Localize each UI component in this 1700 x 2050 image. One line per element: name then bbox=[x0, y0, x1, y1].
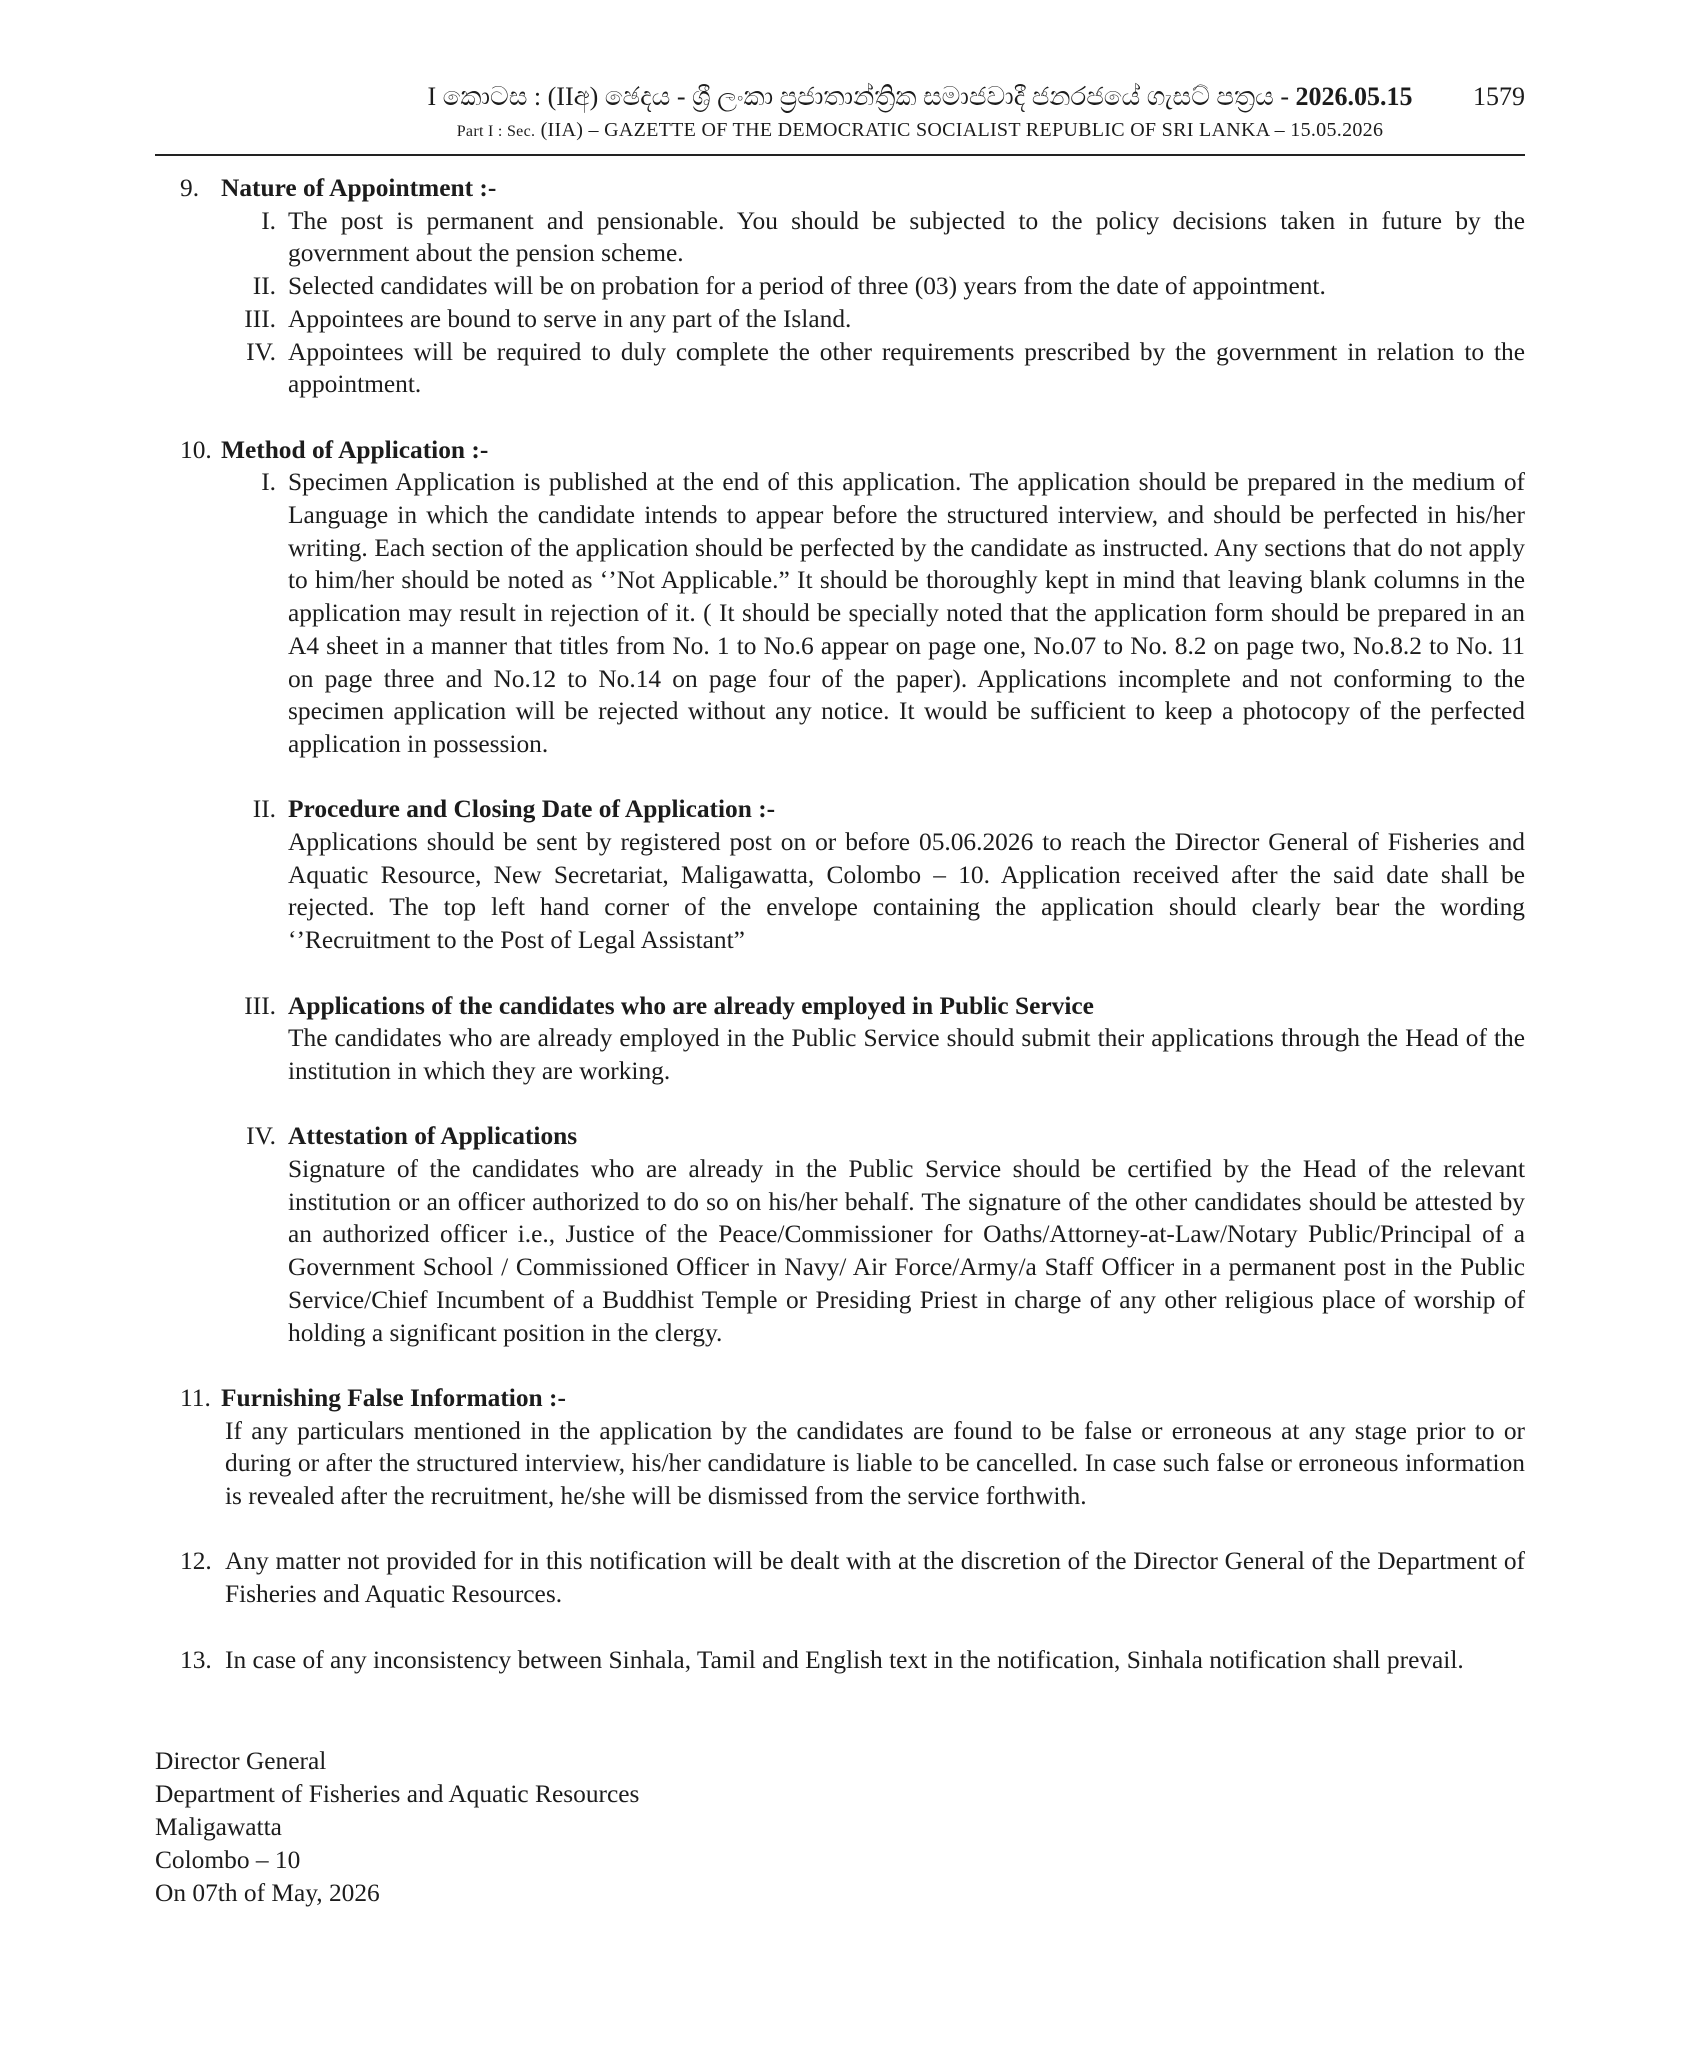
section-text: In case of any inconsistency between Sinhala, Tamil and English text in the notification, Sinhala notification shall prevail. bbox=[225, 1645, 1464, 1674]
header-sinhala-text: I කොටස : (IIඅ) ඡෙදය - ශ්‍රී ලංකා ප්‍රජාතාන්ත්‍රික සමාජවාදී ජනරජයේ ගැසට් පත්‍රය - bbox=[427, 82, 1296, 111]
item-roman: III. bbox=[244, 991, 276, 1020]
list-item bbox=[155, 793, 1525, 957]
header-english-line bbox=[310, 116, 1530, 146]
section-number: 12. bbox=[180, 1547, 212, 1576]
item-roman: IV. bbox=[246, 1122, 276, 1151]
section-text: If any particulars mentioned in the application by the candidates are found to be false or erroneous at any stage prior to or during or after the structured interview, his/her candidature is liable to be cancelled. In case such false or erroneous information is revealed after the recruitment, he/she will be dismissed from the service forthwith. bbox=[225, 1416, 1525, 1511]
section-number: 10. bbox=[180, 435, 212, 464]
signature-department: Department of Fisheries and Aquatic Resources bbox=[155, 1780, 640, 1808]
item-text: Selected candidates will be on probation for a period of three (03) years from the date of appointment. bbox=[288, 272, 1326, 301]
item-roman: III. bbox=[244, 304, 276, 333]
section-9 bbox=[155, 172, 1525, 205]
item-text: Appointees will be required to duly complete the other requirements prescribed by the government in relation to the appointment. bbox=[288, 337, 1525, 399]
header-part-label: Part I : Sec. bbox=[456, 123, 536, 140]
item-roman: IV. bbox=[246, 337, 276, 366]
item-title: Procedure and Closing Date of Application :- bbox=[288, 795, 776, 824]
item-text: Specimen Application is published at the end of this application. The application should be prepared in the medium of Language in which the candidate intends to appear before the structured interview, and should be perfected in his/her writing. Each section of the application should be perfected by the candidate as instructed. Any sections that do not apply to him/her should be noted as ‘’Not Applicable.” It should be thoroughly kept in mind that leaving blank columns in the application may result in rejection of it. ( It should be specially noted that the application form should be prepared in an A4 sheet in a manner that titles from No. 1 to No.6 appear on page one, No.07 to No. 8.2 on page two, No.8.2 to No. 11 on page three and No.12 to No.14 on page four of the paper). Applications incomplete and not conforming to the specimen application will be rejected without any notice. It would be sufficient to keep a photocopy of the perfected application in possession. bbox=[288, 468, 1525, 758]
section-11 bbox=[155, 1382, 1525, 1513]
section-title: Furnishing False Information :- bbox=[221, 1383, 566, 1412]
list-item bbox=[155, 270, 1525, 303]
header-sinhala-date: 2026.05.15 bbox=[1295, 82, 1413, 111]
section-number: 9. bbox=[180, 174, 200, 202]
item-title: Attestation of Applications bbox=[288, 1122, 578, 1151]
item-roman: I. bbox=[261, 206, 276, 235]
signature-location: Maligawatta bbox=[155, 1813, 282, 1841]
section-13 bbox=[155, 1644, 1525, 1677]
item-roman: II. bbox=[252, 272, 276, 301]
item-text: The candidates who are already employed in the Public Service should submit their applications through the Head of the institution in which they are working. bbox=[288, 1024, 1525, 1085]
signature-city: Colombo – 10 bbox=[155, 1846, 301, 1874]
list-item bbox=[155, 336, 1525, 401]
section-number: 11. bbox=[180, 1383, 211, 1412]
section-text: Any matter not provided for in this notification will be dealt with at the discretion of the Director General of the Department of Fisheries and Aquatic Resources. bbox=[225, 1547, 1525, 1609]
list-item bbox=[155, 466, 1525, 760]
item-text: Applications should be sent by registered post on or before 05.06.2026 to reach the Director General of Fisheries and Aquatic Resource, New Secretariat, Maligawatta, Colombo – 10. Application received after the said date shall be rejected. The top left hand corner of the envelope containing the application should clearly bear the wording ‘’Recruitment to the Post of Legal Assistant” bbox=[288, 828, 1525, 955]
item-text: Appointees are bound to serve in any part of the Island. bbox=[288, 304, 852, 333]
section-10 bbox=[155, 434, 1525, 467]
list-item bbox=[155, 990, 1525, 1088]
section-12 bbox=[155, 1545, 1525, 1610]
header-sinhala-line bbox=[310, 80, 1530, 114]
list-item bbox=[155, 1120, 1525, 1349]
item-text: Signature of the candidates who are already in the Public Service should be certified by the Head of the relevant institution or an officer authorized to do so on his/her behalf. The signature of the other candidates should be attested by an authorized officer i.e., Justice of the Peace/Commissioner for Oaths/Attorney-at-Law/Notary Public/Principal of a Government School / Commissioned Officer in Navy/ Air Force/Army/a Staff Officer in a permanent post in the Public Service/Chief Incumbent of a Buddhist Temple or Presiding Priest in charge of any other religious place of worship of holding a significant position in the clergy. bbox=[288, 1155, 1525, 1347]
document-body bbox=[155, 172, 1525, 1676]
list-item bbox=[155, 303, 1525, 336]
page-header bbox=[155, 80, 1525, 156]
header-english-text: (IIA) – GAZETTE OF THE DEMOCRATIC SOCIALIST REPUBLIC OF SRI LANKA – 15.05.2026 bbox=[535, 119, 1384, 141]
item-roman: I. bbox=[261, 468, 276, 497]
item-roman: II. bbox=[252, 795, 276, 824]
list-item bbox=[155, 205, 1525, 270]
item-title: Applications of the candidates who are already employed in Public Service bbox=[288, 991, 1094, 1020]
page-number: 1579 bbox=[1473, 82, 1525, 111]
section-number: 13. bbox=[180, 1645, 212, 1674]
section-title: Method of Application :- bbox=[221, 435, 489, 464]
item-text: The post is permanent and pensionable. You should be subjected to the policy decisions taken in future by the government about the pension scheme. bbox=[288, 206, 1525, 268]
section-title: Nature of Appointment :- bbox=[221, 174, 497, 202]
signature-block bbox=[155, 1745, 639, 1910]
signature-title: Director General bbox=[155, 1747, 327, 1775]
signature-date: On 07th of May, 2026 bbox=[155, 1879, 380, 1907]
